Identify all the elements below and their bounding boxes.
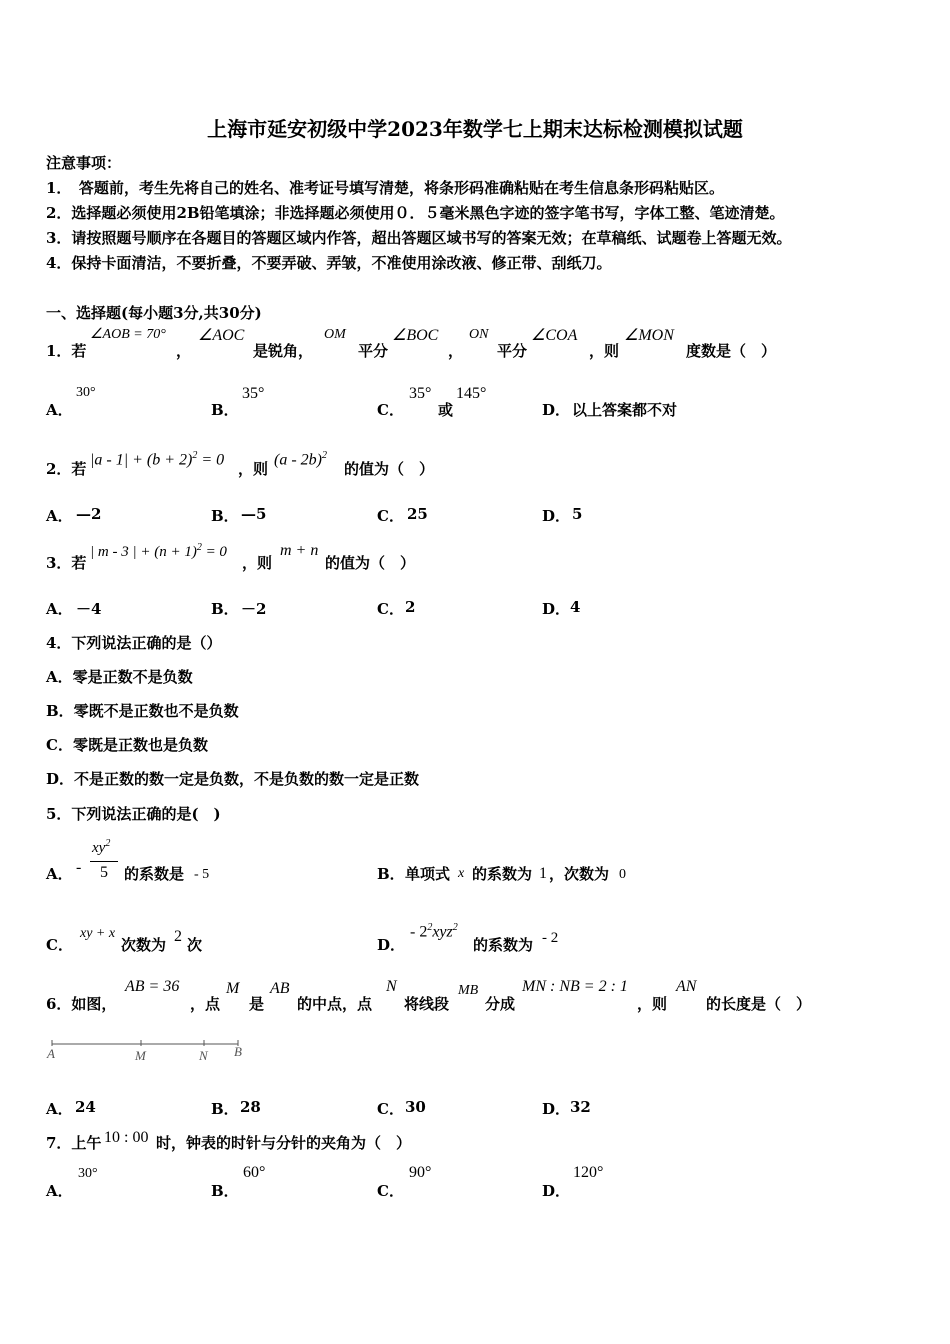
q3-option-a-value: －4 [76,600,102,618]
q3-math-1-tail: = 0 [201,544,227,560]
q3-option-d-label: D． [542,600,571,618]
q6-math-1: AB = 36 [125,978,180,995]
q6-prefix: 6．如图， [46,995,117,1013]
q2-math-2-base: (a - 2b) [274,451,322,469]
q1-math-5: ON [469,327,489,342]
q5-option-d-math2: - 2 [542,930,559,946]
q7-option-d-label: D． [542,1182,571,1200]
q5-option-b-text3: ，次数为 [549,865,610,883]
q3-math-1 [90,542,227,561]
q1-option-c-label: C． [377,401,404,419]
q6-text-6: ，则 [637,995,668,1013]
q1-math-7: ∠MON [624,327,674,344]
q5-option-c-text1: 次数为 [121,936,167,954]
q3-math-1-base: | m - 3 | + (n + 1) [90,544,197,560]
q5-option-d-coef: - 2 [410,923,428,941]
q1-math-3: OM [324,327,346,342]
q5-option-d-vars-exp: 2 [452,922,458,933]
q1-math-1: ∠AOB = 70° [90,327,166,342]
q5-option-a-minus: - [76,859,82,876]
q5-option-c-math2: 2 [174,928,182,945]
q3-option-d-value: 4 [570,598,581,616]
q7-option-d-value: 120° [573,1164,604,1181]
q6-option-a-label: A． [46,1100,73,1118]
q7-option-b-value: 60° [243,1164,266,1181]
q2-option-b-label: B． [211,507,239,525]
q2-option-a-value: —2 [76,505,102,523]
q1-text-1: ， [176,342,192,360]
q6-text-4: 将线段 [404,995,450,1013]
q5-option-c-text2: 次 [187,936,203,954]
q5-option-a-num-base: xy [92,840,106,856]
q7-math-1: 10 : 00 [104,1129,149,1146]
q2-text-2: 的值为（ ） [344,460,435,478]
q3-option-b-label: B． [211,600,239,618]
q1-option-b-value: 35° [242,385,265,402]
q5-option-b-math2: 1 [539,865,547,882]
q1-math-6: ∠COA [531,327,578,344]
q3-math-1-exp: 2 [196,542,202,553]
q3-option-c-value: 2 [405,598,416,616]
q4-option-d: D．不是正数的数一定是负数，不是负数的数一定是正数 [46,770,420,788]
q5-option-d-label: D． [377,936,406,954]
q2-option-d-value: 5 [572,505,583,523]
q5-option-a-fraction-bar [90,861,118,862]
q1-option-c-value: 35° [409,385,432,402]
q2-option-d-label: D． [542,507,571,525]
notice-item-4: 4．保持卡面清洁，不要折叠，不要弄破、弄皱，不准使用涂改液、修正带、刮纸刀。 [46,254,612,272]
q1-prefix: 1．若 [46,342,87,360]
q1-text-3: 平分 [358,342,389,360]
q5-option-a-num-exp: 2 [105,838,111,849]
q6-option-d-label: D． [542,1100,571,1118]
q1-option-a-label: A． [46,401,73,419]
q5-option-c-label: C． [46,936,73,954]
q1-math-4: ∠BOC [392,327,439,344]
q1-option-d-value: 以上答案都不对 [572,401,678,419]
page-title: 上海市延安初级中学2023年数学七上期末达标检测模拟试题 [207,117,743,141]
q5-option-b-text1: 单项式 [405,865,451,883]
q2-option-b-value: —5 [241,505,267,523]
q4-option-a: A．零是正数不是负数 [46,668,193,686]
q2-option-a-label: A． [46,507,73,525]
q1-text-6: ，则 [589,342,620,360]
q1-option-c-mid: 或 [438,401,454,419]
q2-math-2-exp: 2 [321,450,327,461]
q5-option-a-denominator: 5 [100,864,108,881]
q6-option-c-value: 30 [405,1098,426,1116]
q5-option-d-vars: xyz [432,923,453,941]
q1-option-d-label: D． [542,401,571,419]
q6-math-3: AB [270,980,290,997]
q6-option-c-label: C． [377,1100,404,1118]
q6-text-3: 的中点，点 [297,995,373,1013]
q7-prefix: 7．上午 [46,1134,102,1152]
q6-option-a-value: 24 [75,1098,96,1116]
q5-option-a-value: - 5 [194,867,210,882]
q1-option-c-value2: 145° [456,385,487,402]
q5-option-d-coef-exp: 2 [427,922,433,933]
q3-text-1: ，则 [242,554,273,572]
q3-prefix: 3．若 [46,554,87,572]
q2-prefix: 2．若 [46,460,87,478]
q3-text-2: 的值为（ ） [325,554,416,572]
q1-math-2: ∠AOC [198,327,245,344]
q7-option-a-value: 30° [78,1166,98,1181]
q2-math-1-base: |a - 1| + (b + 2) [90,451,193,469]
q5-option-b-text2: 的系数为 [472,865,533,883]
q6-math-4: N [386,978,397,995]
q1-option-a-value: 30° [76,385,96,400]
point-b-label: B [234,1044,242,1059]
point-a-label: A [47,1046,55,1061]
q3-math-2: m + n [280,542,319,559]
q3-option-a-label: A． [46,600,73,618]
q5-option-a-label: A． [46,865,73,883]
q1-text-5: 平分 [497,342,528,360]
notice-item-3: 3．请按照题号顺序在各题目的答题区域内作答，超出答题区域书写的答案无效；在草稿纸、试题卷上答题无效。 [46,229,792,247]
q6-text-7: 的长度是（ ） [706,995,812,1013]
q5-option-d-math1 [410,922,458,941]
segment-figure [44,1034,254,1068]
q6-option-b-label: B． [211,1100,239,1118]
notice-heading: 注意事项： [46,154,122,172]
q2-math-2 [274,450,327,469]
q2-text-1: ，则 [238,460,269,478]
q1-option-b-label: B． [211,401,239,419]
q6-option-b-value: 28 [240,1098,261,1116]
q7-text-1: 时，钟表的时针与分针的夹角为（ ） [156,1134,412,1152]
q2-math-1 [90,450,224,469]
q1-text-2: 是锐角， [253,342,314,360]
q6-text-2: 是 [249,995,265,1013]
q6-math-7: AN [676,978,697,995]
q6-text-1: ，点 [190,995,221,1013]
q2-option-c-label: C． [377,507,404,525]
q7-option-b-label: B． [211,1182,239,1200]
notice-item-1: 1． 答题前，考生先将自己的姓名、准考证号填写清楚，将条形码准确粘贴在考生信息条形码粘贴区。 [46,179,724,197]
q3-option-b-value: －2 [241,600,267,618]
q5-option-c-math1: xy + x [80,926,116,941]
q4-stem: 4．下列说法正确的是（） [46,634,222,652]
section-heading: 一、选择题(每小题3分,共30分) [46,304,262,322]
q4-option-c: C．零既是正数也是负数 [46,736,208,754]
q5-option-a-text: 的系数是 [124,865,185,883]
q5-option-b-label: B． [377,865,405,883]
q2-option-c-value: 25 [407,505,428,523]
notice-item-2: 2．选择题必须使用2B铅笔填涂；非选择题必须使用０．５毫米黑色字迹的签字笔书写，字体工整、笔迹清楚。 [46,204,785,222]
q6-math-6: MN : NB = 2 : 1 [522,978,628,995]
q1-text-7: 度数是（ ） [686,342,777,360]
q4-option-b: B．零既不是正数也不是负数 [46,702,239,720]
q6-text-5: 分成 [485,995,516,1013]
point-n-label: N [199,1048,208,1063]
q2-math-1-exp: 2 [192,450,198,461]
q7-option-c-value: 90° [409,1164,432,1181]
q6-option-d-value: 32 [570,1098,591,1116]
q2-math-1-tail: = 0 [197,451,225,469]
q7-option-a-label: A． [46,1182,73,1200]
q3-option-c-label: C． [377,600,404,618]
q5-option-d-text: 的系数为 [473,936,534,954]
q1-text-4: ， [448,342,464,360]
q6-math-5: MB [458,983,479,998]
q7-option-c-label: C． [377,1182,404,1200]
q5-option-b-math1: x [458,866,465,881]
q5-option-a-numerator [92,838,110,857]
q5-option-b-math3: 0 [619,867,626,882]
point-m-label: M [135,1048,146,1063]
q5-stem: 5．下列说法正确的是( ) [46,805,221,823]
q6-math-2: M [226,980,240,997]
